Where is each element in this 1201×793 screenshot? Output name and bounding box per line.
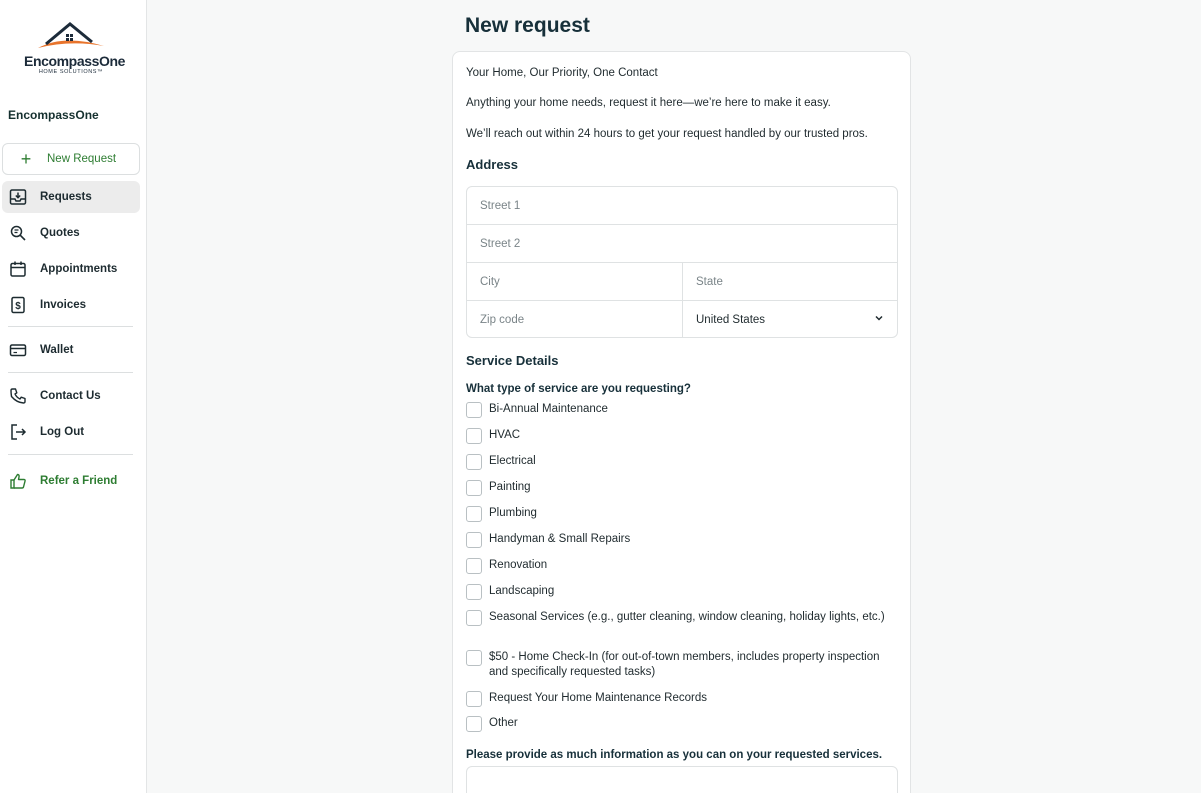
logo[interactable] [24, 20, 126, 80]
service-option-label: Handyman & Small Repairs [489, 533, 631, 545]
sidebar-item-quotes[interactable] [2, 217, 140, 249]
chevron-down-icon [874, 313, 884, 323]
country-select-value: United States [696, 314, 766, 326]
city-input[interactable] [467, 263, 682, 300]
checkbox[interactable] [466, 716, 482, 732]
checkbox[interactable] [466, 402, 482, 418]
service-option-label: Electrical [489, 455, 536, 467]
service-option[interactable] [466, 650, 896, 680]
sidebar-item-contact-us[interactable] [2, 380, 140, 412]
phone-icon [9, 387, 27, 405]
sidebar-item-appointments[interactable] [2, 253, 140, 285]
sidebar-divider [8, 454, 133, 455]
service-option-label: Bi-Annual Maintenance [489, 403, 608, 415]
street2-input[interactable] [467, 225, 897, 262]
sidebar-item-log-out[interactable] [2, 416, 140, 448]
thumbs-up-icon [9, 472, 27, 490]
service-option[interactable] [466, 454, 896, 470]
checkbox[interactable] [466, 691, 482, 707]
service-option[interactable] [466, 716, 896, 732]
service-option[interactable] [466, 691, 896, 707]
checkbox[interactable] [466, 428, 482, 444]
plus-icon: + [20, 149, 32, 169]
sidebar-item-invoices[interactable] [2, 289, 140, 321]
intro-text: We’ll reach out within 24 hours to get your request handled by our trusted pros. [466, 128, 868, 140]
svg-text:$: $ [15, 301, 21, 312]
zip-code-input[interactable] [467, 301, 682, 338]
new-request-button[interactable] [2, 143, 140, 175]
sidebar-item-label: Quotes [40, 227, 80, 239]
request-form-card [452, 51, 911, 793]
sidebar-item-label: Log Out [40, 426, 85, 438]
service-option[interactable] [466, 610, 896, 626]
sidebar-item-label: Contact Us [40, 390, 101, 402]
street1-row [467, 187, 897, 225]
service-details-textarea[interactable] [466, 766, 898, 793]
checkbox[interactable] [466, 558, 482, 574]
checkbox[interactable] [466, 584, 482, 600]
calendar-icon [9, 260, 27, 278]
checkbox[interactable] [466, 506, 482, 522]
page-title: New request [465, 14, 590, 37]
sidebar-item-label: Wallet [40, 344, 74, 356]
new-request-label: New Request [47, 153, 117, 165]
city-state-row [467, 263, 897, 301]
service-details-heading: Service Details [466, 353, 559, 368]
sidebar-item-label: Refer a Friend [40, 475, 118, 487]
service-option[interactable] [466, 558, 896, 574]
sidebar [0, 0, 147, 793]
service-option-label: $50 - Home Check-In (for out-of-town members, includes property inspection and specifically requested tasks) [489, 651, 880, 678]
sidebar-item-wallet[interactable] [2, 334, 140, 366]
sidebar-item-label: Appointments [40, 263, 118, 275]
logo-subtitle: HOME SOLUTIONS™ [38, 69, 104, 75]
service-option-label: Painting [489, 481, 531, 493]
checkbox[interactable] [466, 610, 482, 626]
checkbox[interactable] [466, 532, 482, 548]
street1-input[interactable] [467, 187, 897, 224]
address-fields [466, 186, 898, 338]
service-type-question: What type of service are you requesting? [466, 383, 691, 395]
house-logo-icon [24, 20, 118, 56]
service-option-label: Request Your Home Maintenance Records [489, 692, 707, 704]
service-option-label: Renovation [489, 559, 548, 571]
zip-country-row [467, 301, 897, 338]
checkbox[interactable] [466, 480, 482, 496]
sidebar-divider [8, 372, 133, 373]
service-option[interactable] [466, 402, 896, 418]
logout-icon [9, 423, 27, 441]
sidebar-item-requests[interactable] [2, 181, 140, 213]
service-option-label: Seasonal Services (e.g., gutter cleaning, window cleaning, holiday lights, etc.) [489, 611, 885, 623]
checkbox[interactable] [466, 650, 482, 666]
intro-tagline: Your Home, Our Priority, One Contact [466, 67, 658, 79]
intro-text: Anything your home needs, request it here—we’re here to make it easy. [466, 97, 831, 109]
service-option[interactable] [466, 480, 896, 496]
state-input[interactable] [683, 263, 898, 300]
company-name: EncompassOne [8, 108, 99, 122]
service-option-label: Plumbing [489, 507, 537, 519]
service-option-label: Other [489, 717, 518, 729]
service-option[interactable] [466, 428, 896, 444]
service-option[interactable] [466, 506, 896, 522]
service-option[interactable] [466, 584, 896, 600]
country-select[interactable] [683, 301, 898, 338]
invoice-dollar-icon [9, 296, 27, 314]
service-option-label: Landscaping [489, 585, 555, 597]
address-heading: Address [466, 157, 519, 172]
search-document-icon [9, 224, 27, 242]
service-option[interactable] [466, 532, 896, 548]
service-option-label: HVAC [489, 429, 521, 441]
street2-row [467, 225, 897, 263]
wallet-card-icon [9, 341, 27, 359]
logo-text: EncompassOne [24, 53, 126, 69]
sidebar-item-label: Requests [40, 191, 92, 203]
sidebar-divider [8, 326, 133, 327]
checkbox[interactable] [466, 454, 482, 470]
sidebar-item-refer-a-friend[interactable] [2, 465, 140, 497]
sidebar-item-label: Invoices [40, 299, 87, 311]
inbox-download-icon [9, 188, 27, 206]
service-details-question: Please provide as much information as you can on your requested services. [466, 749, 883, 761]
